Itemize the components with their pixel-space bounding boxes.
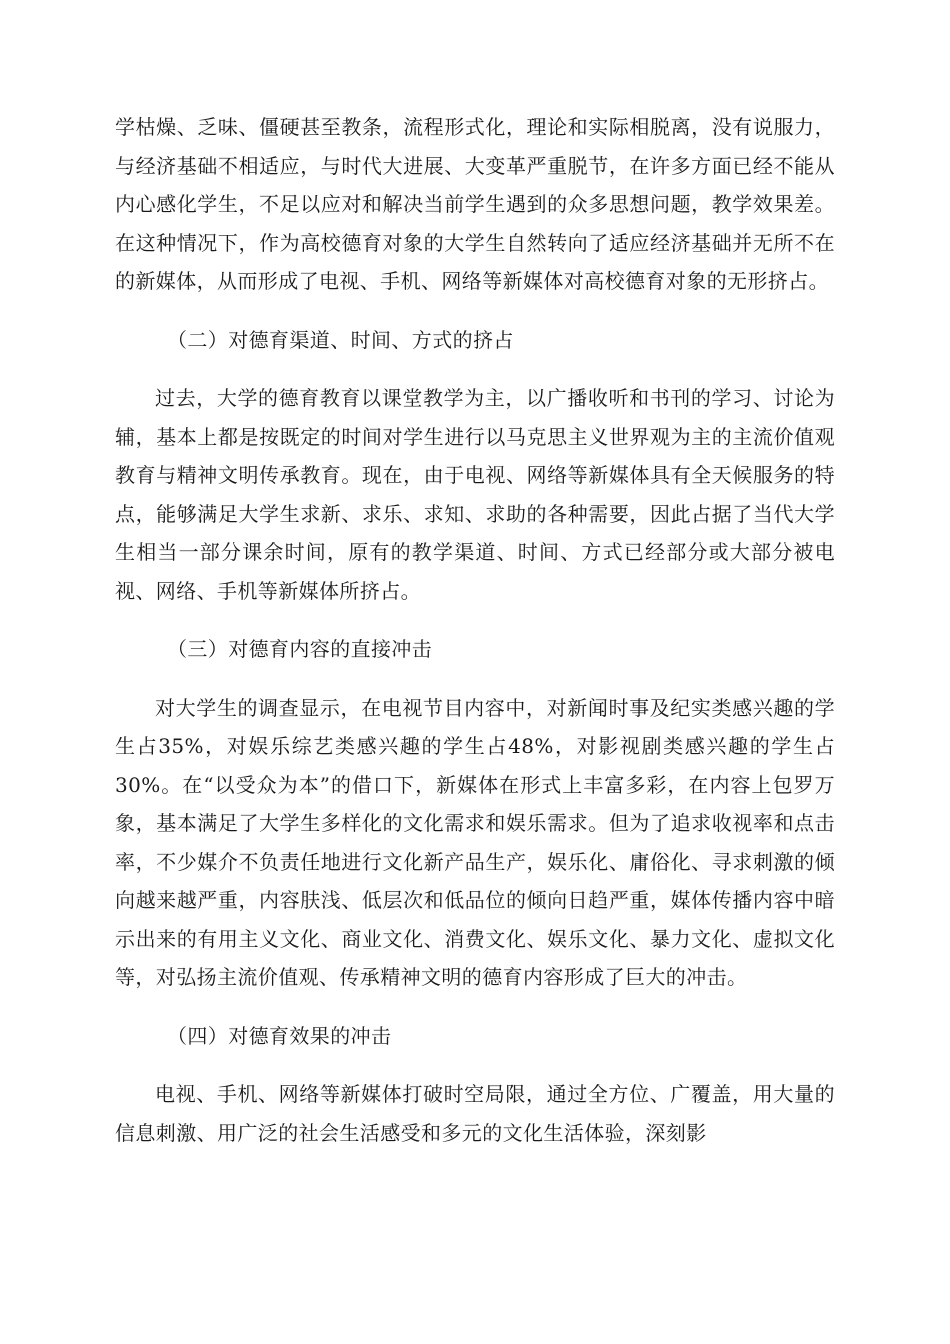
section-heading: （二）对德育渠道、时间、方式的挤占 (167, 327, 514, 352)
body-paragraph: 学枯燥、乏味、僵硬甚至教条，流程形式化，理论和实际相脱离，没有说服力，与经济基础不相适应，与时代大进展、大变革严重脱节，在许多方面已经不能从内心感化学生，不足以应对和解决当前学生遇到的众多思想问题，教学效果差。在这种情况下，作为高校德育对象的大学生自然转向了适应经济基础并无所不在的新媒体，从而形成了电视、手机、网络等新媒体对高校德育对象的无形挤占。 (115, 115, 835, 293)
section-heading: （三）对德育内容的直接冲击 (167, 637, 433, 661)
document-body (115, 108, 835, 1172)
body-paragraph: 电视、手机、网络等新媒体打破时空局限，通过全方位、广覆盖，用大量的信息刺激、用广泛的社会生活感受和多元的文化生活体验，深刻影 (115, 1082, 835, 1145)
body-paragraph: 对大学生的调查显示，在电视节目内容中，对新闻时事及纪实类感兴趣的学生占35%，对娱乐综艺类感兴趣的学生占48%，对影视剧类感兴趣的学生占30%。在“以受众为本”的借口下，新媒体在形式上丰富多彩，在内容上包罗万象，基本满足了大学生多样化的文化需求和娱乐需求。但为了追求收视率和点击率，不少媒介不负责任地进行文化新产品生产，娱乐化、庸俗化、寻求刺激的倾向越来越严重，内容肤浅、低层次和低品位的倾向日趋严重，媒体传播内容中暗示出来的有用主义文化、商业文化、消费文化、娱乐文化、暴力文化、虚拟文化等，对弘扬主流价值观、传承精神文明的德育内容形成了巨大的冲击。 (115, 695, 835, 989)
body-paragraph: 过去，大学的德育教育以课堂教学为主，以广播收听和书刊的学习、讨论为辅，基本上都是按既定的时间对学生进行以马克思主义世界观为主的主流价值观教育与精神文明传承教育。现在，由于电视、网络等新媒体具有全天候服务的特点，能够满足大学生求新、求乐、求知、求助的各种需要，因此占据了当代大学生相当一部分课余时间，原有的教学渠道、时间、方式已经部分或大部分被电视、网络、手机等新媒体所挤占。 (115, 386, 835, 603)
section-heading: （四）对德育效果的冲击 (167, 1023, 392, 1048)
